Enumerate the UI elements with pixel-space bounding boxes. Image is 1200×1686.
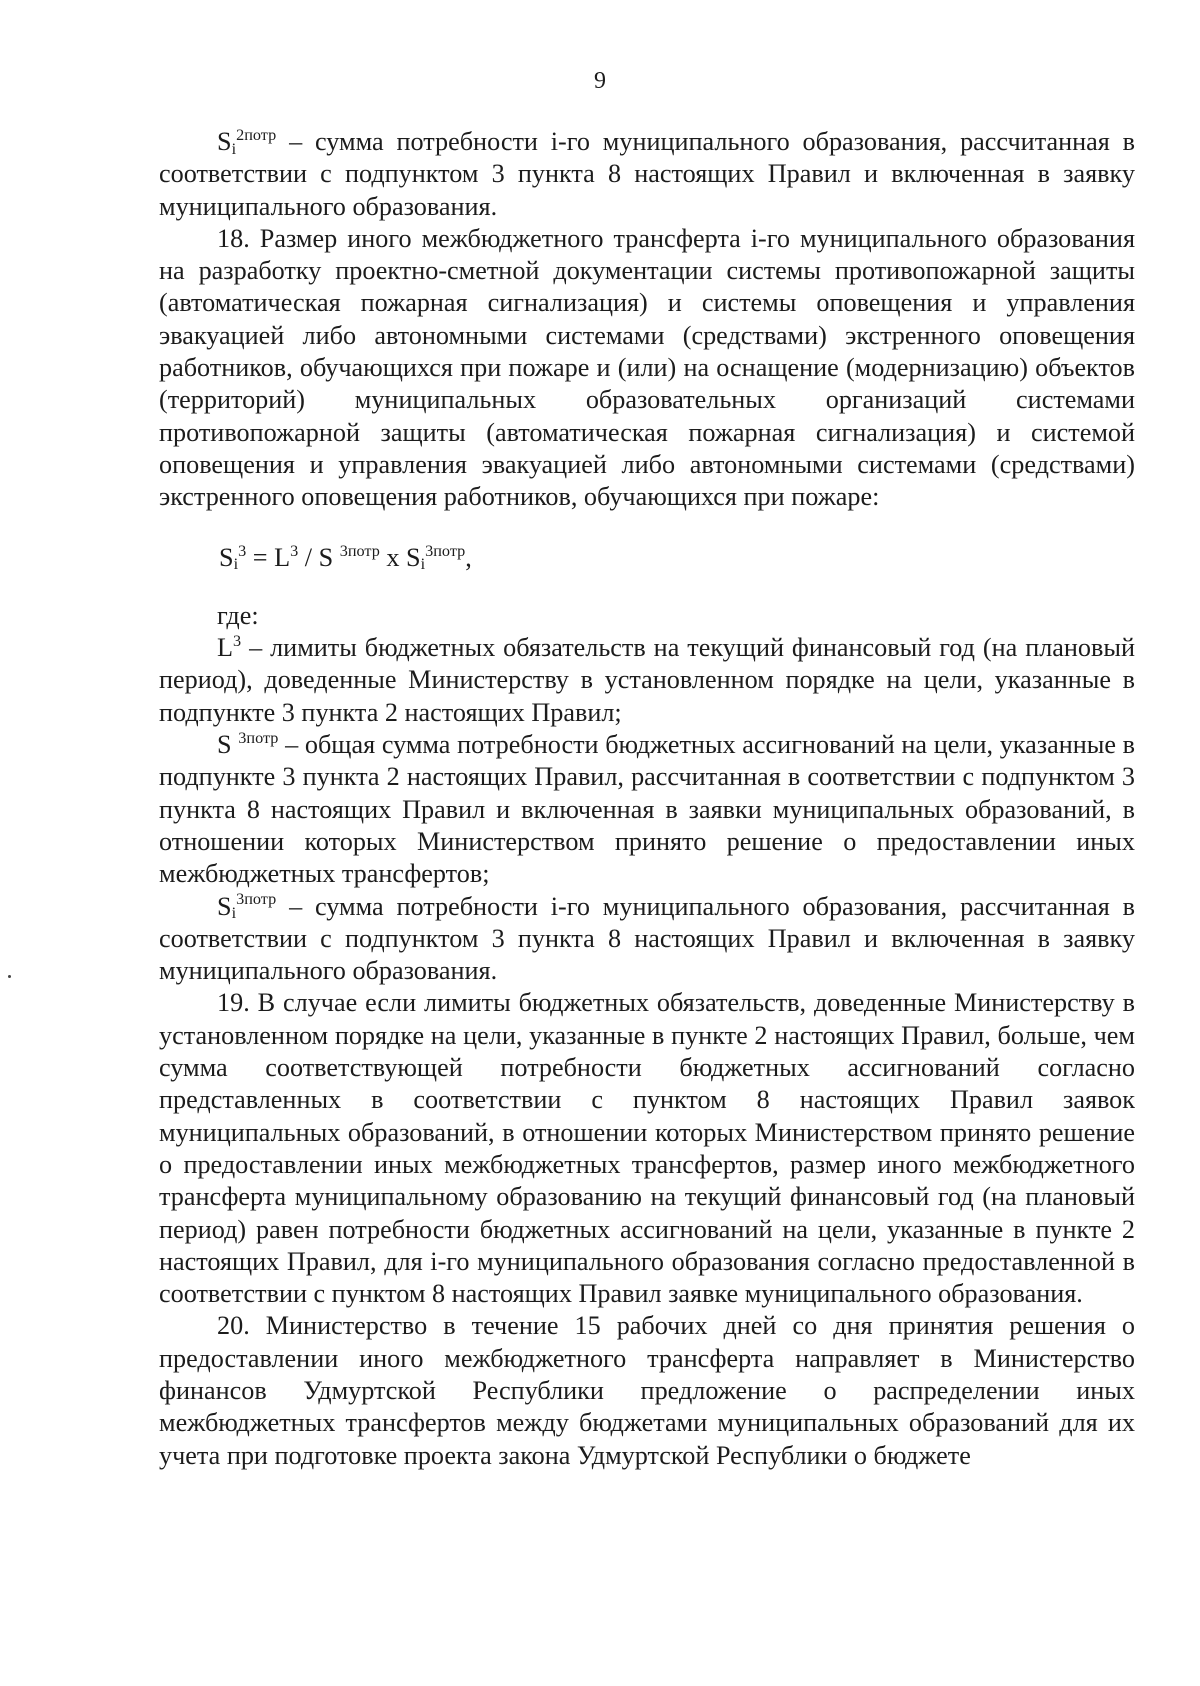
paragraph-19: 19. В случае если лимиты бюджетных обязательств, доведенные Министерству в установленном порядке на цели, указанные в пункте 2 настоящих Правил, больше, чем сумма соответствующей потребности бюджетных ассигнований согласно представленных в соответствии с пунктом 8 настоящих Правил заявок муниципальных образований, в отношении которых Министерством принято решение о предоставлении иных межбюджетных трансфертов, размер иного межбюджетного трансферта муниципальному образованию на текущий финансовый год (на плановый период) равен потребности бюджетных ассигнований на цели, указанные в пункте 2 настоящих Правил, для i-го муниципального образования согласно предоставленной в соответствии с пунктом 8 настоящих Правил заявке муниципального образования.	[159, 988, 1135, 1309]
definition-l3	[159, 632, 1135, 729]
symbol-s2: $S_i^{2потр}$	[217, 125, 277, 158]
definition-text: – лимиты бюджетных обязательств на текущий финансовый год (на плановый период), доведенные Министерству в установленном порядке на цели, указанные в подпункте 3 пункта 2 настоящих Правил;	[159, 633, 1135, 727]
definition-s2-potr	[159, 126, 1135, 223]
page-number: 9	[594, 68, 606, 94]
definition-text: – общая сумма потребности бюджетных ассигнований на цели, указанные в подпункте 3 пункта 2 настоящих Правил, рассчитанная в соответствии с подпунктом 3 пункта 8 настоящих Правил и включенная в заявки муниципальных образований, в отношении которых Министерством принято решение о предоставлении иных межбюджетных трансфертов;	[159, 730, 1136, 889]
definition-text: – сумма потребности i-го муниципального образования, рассчитанная в соответствии с подпунктом 3 пункта 8 настоящих Правил и включенная в заявку муниципального образования.	[159, 891, 1135, 986]
definition-s3i-potr	[159, 891, 1135, 988]
symbol-s3i: $S_i^{3потр}$	[217, 890, 277, 923]
paragraph-20: 20. Министерство в течение 15 рабочих дней со дня принятия решения о предоставлении иного межбюджетного трансферта направляет в Министерство финансов Удмуртской Республики предложение о распределении иных межбюджетных трансфертов между бюджетами муниципальных образований для их учета при подготовке проекта закона Удмуртской Республики о бюджете	[159, 1311, 1135, 1470]
symbol-s3-total: S $^{3потр}$	[217, 728, 279, 760]
scan-speck	[8, 975, 11, 978]
formula: $S_i^3 = L^3 / S$ $^{3потр}$ x $S_i^{3потр}$,	[219, 541, 472, 574]
paragraph-18: 18. Размер иного межбюджетного трансферта i-го муниципального образования на разработку проектно-сметной документации системы противопожарной защиты (автоматическая пожарная сигнализация) и системы оповещения и управления эвакуацией либо автономными системами (средствами) экстренного оповещения работников, обучающихся при пожаре и (или) на оснащение (модернизацию) объектов (территорий) муниципальных образовательных организаций системами противопожарной защиты (автоматическая пожарная сигнализация) и системой оповещения и управления эвакуацией либо автономными системами (средствами) экстренного оповещения работников, обучающихся при пожаре:	[159, 223, 1135, 512]
definition-s3-total	[159, 729, 1135, 890]
document-body	[159, 126, 1135, 1472]
definition-text: – сумма потребности i-го муниципального образования, рассчитанная в соответствии с подпунктом 3 пункта 8 настоящих Правил и включенная в заявку муниципального образования.	[159, 127, 1135, 221]
where-label: где:	[217, 600, 259, 630]
symbol-l3: $L^3$	[217, 632, 242, 663]
